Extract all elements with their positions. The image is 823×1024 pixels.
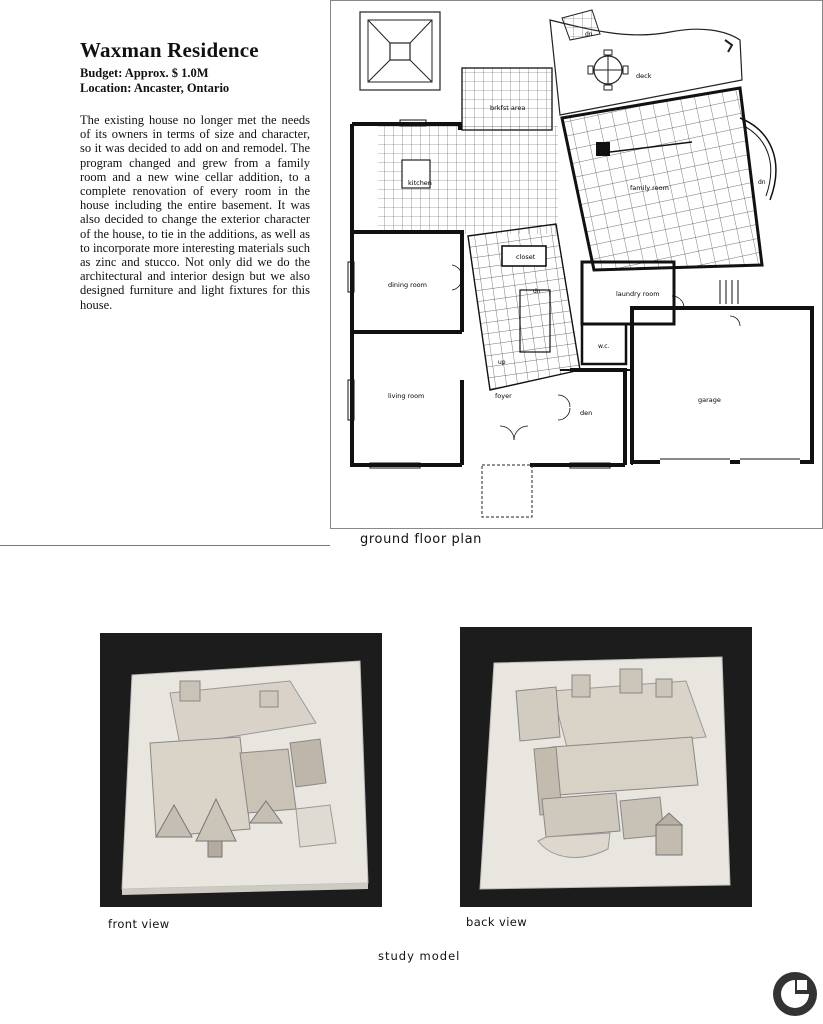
label-wc: w.c.: [598, 343, 610, 350]
fireplace: [596, 142, 610, 156]
project-description: The existing house no longer met the needs of its owners in terms of size and character, so it was decided to add on and remodel. The program changed and grew from a family room and a new wine cellar addition, to a complete renovation of every room in the house including the entire basement. It was also decided to change the exterior character of the house, to tie in the additions, as well as to incorporate more interesting materials such as zinc and stucco. Not only did we do the architectural and interior design but we also designed furniture and light fixtures for this house.: [80, 113, 310, 312]
breakfast-area: [462, 68, 552, 130]
back-view-photo: [460, 627, 752, 907]
label-kitchen: kitchen: [408, 179, 432, 187]
label-foyer: foyer: [495, 392, 512, 400]
label-up-stair: up: [498, 359, 506, 366]
label-deck: deck: [636, 72, 652, 80]
label-living-room: living room: [388, 392, 425, 400]
label-family-room: family room: [630, 184, 669, 192]
garage-room: [632, 308, 812, 462]
label-dn-family: dn: [758, 179, 766, 186]
study-model-caption: study model: [378, 949, 461, 963]
front-view-caption: front view: [108, 917, 170, 931]
location-line: Location: Ancaster, Ontario: [80, 81, 230, 95]
back-view-caption: back view: [466, 915, 528, 929]
label-breakfast: brkfst area: [490, 104, 526, 112]
garage-steps: [720, 280, 738, 304]
budget-line: Budget: Approx. $ 1.0M: [80, 66, 209, 80]
label-dining-room: dining room: [388, 281, 427, 289]
entry-walk: [482, 465, 532, 517]
family-room: [562, 88, 762, 270]
skylight-roof: [360, 12, 440, 90]
project-title: Waxman Residence: [80, 38, 259, 62]
deck-stair: [562, 10, 600, 40]
label-garage: garage: [698, 396, 721, 404]
label-dn-stair: dn: [533, 288, 541, 295]
label-closet: closet: [516, 253, 536, 261]
firm-logo-icon: [771, 970, 819, 1018]
deck-table: [588, 50, 628, 90]
label-dn-deck: dn: [585, 31, 593, 38]
ground-floor-plan: [330, 0, 823, 530]
plan-caption: ground floor plan: [360, 532, 482, 547]
front-view-photo: [100, 633, 382, 907]
divider-line: [0, 545, 330, 546]
label-den: den: [580, 409, 593, 417]
label-laundry-room: laundry room: [616, 290, 660, 298]
